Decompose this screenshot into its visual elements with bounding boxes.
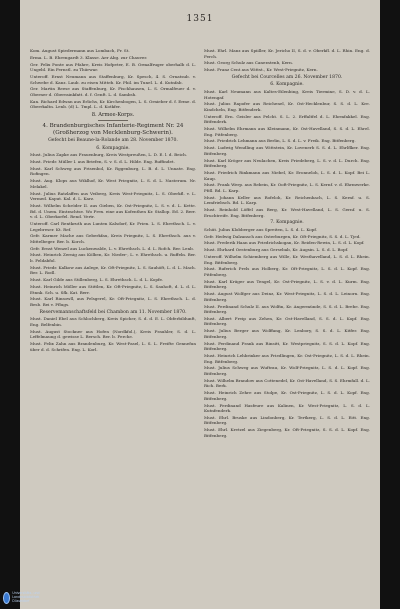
casualty-entry: Must. Heinrich Zernig aus Kölben, Kr. Nieder-, L. v. Ehrethsch. u. Ruffeln. Ber. b. Feldabfol. <box>30 252 196 264</box>
left-column <box>30 48 196 353</box>
company-6-entries <box>30 152 196 307</box>
casualty-entry: Must. Albert Freip aus Zehen, Kr. Ost-Havelland, S. S. d. L. Kopf. Eng. Bitfenberg. <box>204 315 370 327</box>
divider <box>98 120 128 121</box>
casualty-entry: Must. Julius Berger aus Wolffang, Kr. Lenbory, S. S. d. L. Kitfer. Eng. Bitfenberg. <box>204 328 370 339</box>
casualty-entry: Must. Karl Neumann aus Kaltes-Eilenbing, Kreis Tiermine, S. D. v. d. L. Hotengaf. <box>204 88 370 100</box>
casualty-entry: Must. Friedrich Rinkmann aus Niebel, Kr. Eronneloh, L. S. d. L. Kopf. Bei L. Kaup. <box>204 169 370 181</box>
casualty-entry: Must. Friedr. Kalkow aus Anlege, Kr. Oft-Priegnitz, L. S. Sauhöft, L. d. L. Mach. Ber. L. Rodl. <box>30 264 196 276</box>
regiment-heading: 4. Brandenburgisches Infanterie-Regiment Nr. 24 (Großherzog von Mecklenburg-Schwerin). <box>42 123 184 136</box>
document-page <box>20 0 380 609</box>
casualty-entry: Must. Wilhelm Schröder II. aus Gieben, Kr. Ost-Priegnitz, L. S. v. d. L. Kette. Bd. d. Unem. Eintrachtse. Wo Frex. eine aus Kofenthen Kr. Stallop. Ed. 2. Berr. v. d. L. Oberkorfel. Rend. Vertr. <box>30 202 196 220</box>
casualty-entry: Must. Karl Krüger aus Tengel, Kr. Ost-Priegnitz, L. S. v. d. L. Kurm. Eng. Bitfenberg. <box>204 278 370 290</box>
casualty-entry: Unteroff. Ernst Neumann aus Staffenburg, Kr. Spesch, 4. S. Ornatsub. v. Schwebe d. Kanz. Laub. zu eisen Mitteb. Kr. Phil. im Tunel. L. d. Kutnfab. <box>30 73 196 85</box>
casualty-entry: Must. Johann Keller aus Rofeloh, Kr. Reichenbach, L. S. Kernf. u. S. Lemfriebsch. Bd. L. Karp. <box>204 194 370 206</box>
casualty-entry: Unteroff. Ern. Geisler aus Pelcht. S. L. 2. Erffaltfel d. L. Ehrmfakkel. Eng. Bitfenderk. <box>204 113 370 125</box>
casualty-entry: Must. Karl Rinsowll, aus Pelsgerel, Kr. Oft-Priegnitz, L. S. Ehrethsch. L. d. Besb. Bei v. Pflugs. <box>30 296 196 307</box>
casualty-entry: Must. Ehrl. Bruske aus Lindonberg, Kr. Tertkerg, L. S. d. L. Eitt. Eng. Bitfenberg. <box>204 414 370 426</box>
casualty-entry: Must. Karl Kröger aus Neulachen, Kreis Friedeberg, L. S. v. d. L. Durch. Eng. Bitfenberg. <box>204 157 370 169</box>
library-logo <box>3 591 51 605</box>
casualty-entry: Must. Reinhold Löffel aus Berg, Kr. West-Havelland, L. S. Gernf. u. S. Eruchtreife. Eng. Bitfenberg. <box>204 207 370 218</box>
casualty-entry: Gefr. Ernst Wenzel aus Luckenwalde, L. v. Ehrethsch. L. d. L. Rofch. Ber. Lenb. <box>30 245 195 251</box>
courcelles-heading: Gefecht bei Courcelles am 26. November 1870. <box>231 74 343 80</box>
reserve-entries <box>30 316 196 352</box>
army-corps-heading: 8. Armee-Korps. <box>91 111 135 118</box>
casualty-entry: Unteroff. Carl Rentkruth aus Lunten Kalsdorf, Kr. Frien. L. S. Ehrethsch. L. v. Legebreser. Kt. Ref. <box>30 220 196 232</box>
casualty-entry: Must. Karl Gilde aus Stillenberg, L. S. Ehrethsch. L. d. L. Kopfe. <box>30 277 164 283</box>
casualty-entry: Gefr. Hedwig Dalzansch aus Osterburgen, Kr. Oft-Priegnitz, S. S. d. L. Tjed. <box>204 233 361 239</box>
casualty-entry: Must. Ruferich Prels aus Holberg, Kr. Oft-Priegnitz, L. S. d. L. Kopf. Eng. Pitfenberg. <box>204 266 370 277</box>
casualty-entry: Must. Ehrhard Oestenburg aus Gersebab, Kr. Augsin. L. S. d. L. Bopf. <box>204 247 349 253</box>
reserve-heading: Reservemannschaftsfeld bei Chambon am 11. November 1870. <box>39 309 187 315</box>
casualty-entry: Must. Wilhelm Ehrmann aus Kleinmann, Kr. Ost-Havelland, S. S. d. L. Ehrel. Eng. Pitfenberg. <box>204 126 370 137</box>
casualty-entry: Must. Ludwig Wendling aus Wittstein, Kr. Lovenerb S. S. d. L. Ehrlflker. Eng. Bitfenberg. <box>204 145 370 156</box>
casualty-entry: Must. Ferdinand Schulz II. aus Wolfin, Kr. Angermünde, S. S. d. L. Brebe. Eng. Bitfenberg. <box>204 303 370 315</box>
casualty-entry: Must. Heinrich Lehbrinker aus Friedlingen, Kr. Ost-Priegnitz, L. S. d. L. Rhein. Eng. Bitfenberg. <box>204 353 370 364</box>
casualty-entry: Must. Ferdinand Frank aus Rinsitt, Kr. Westpriegnitz, S. S. d. L. Kopf. Eng. Bitfenberg. <box>204 340 370 352</box>
casualty-entry: Must. August Stockner aus Hofen (Nordkfol.), Kreis Frauhler, S. d. L. Leffelmaung d. gewisse L. Bersch. Ber. b. Ferche. <box>30 328 196 340</box>
left-top-entries <box>30 48 196 110</box>
casualty-entry: Kan. Richard Edwan aus Erlichs, Kr. Kirchenbogen, L. S. Ornieber d. f. Erme. d. Oberrkaltn. Lenb. (d) L. Tmpl. L. d. Kotkfer. <box>30 98 196 110</box>
page-number: 1351 <box>186 14 214 24</box>
casualty-entry: Must. August Wolfger aus Deinz, Kr. West-Priegnitz, L. S. d. L. Leinorn. Eng. Bitfenberg. <box>204 291 370 302</box>
company-6b-entries <box>204 89 370 218</box>
casualty-entry: Must. Frederik Haan aus Friedrichskogan, Kr. Reiden-Rewin, L. S. d. L. Kopf. <box>204 240 365 246</box>
casualty-entry: Must. Georg Schulz aus Caneratenb, Kern. <box>204 60 294 66</box>
casualty-entry: Must. Daniel Ebel aus Schlochberg, Kreis Spicher, S. d. d. E. L. Obferbildunft, Eng. Belfenbin. <box>30 316 196 327</box>
casualty-entry: Must. Aug. Klops aus Wiklhof, Kr. West Priegnitz, L. S. d. L. Nasterum. Nr. Melakel. <box>30 178 196 189</box>
casualty-entry: Must. Heinrich Zehre aus Stolpe, Kr. Ost-Priegnitz, L. S. d. L. Kopf. Eng. Bitfenberg. <box>204 390 370 401</box>
casualty-entry: Must. Ferdinand Hasfeure aus Kalinen, Kr. West-Priegnitz, L. S. d. L. Kutnfenderk. <box>204 402 370 414</box>
casualty-entry: Ger. Martin Reese aus Staffenburg, Kr. Fischhausen, L. S. Ormalfeuer d. v. Oberner d. Oberrainkfatt. d. f. Genft. L. d. Sambsh. <box>30 86 196 97</box>
library-logo-icon <box>3 592 10 604</box>
casualty-entry: Must. Ehrl. Kretzel aus Ziegenberg, Kr. Oft-Priegnitz, S. S. d. L. Kopf. Eng. Bitfenberg. <box>204 427 370 438</box>
casualty-entry: Must. Julius Zapke aus Frauenburg, Kreis Westpreußen, L. D. E. l. d. Beich. <box>30 152 188 158</box>
casualty-entry: Must. Friedrich Lehmann aus Berlin, L. S. d. L. v. Freik. Eng. Bitfenberg. <box>204 138 356 144</box>
casualty-entry: Must. Karl Schweg aus Frisenbol, Kr. Rggenburg, L. B. d. L. Unnate. Eng. Rofingen. <box>30 165 196 177</box>
casualty-entry: Must. Julius Ratzlaffen aus Veiberg, Kreis West-Priegnitz, L. S. Oberkfl. v. L. Vermed. Kaput. Kal. d. L. Karz. <box>30 190 196 202</box>
casualty-entry: Must. Ehrl. Manz aus Spiiller, Kr. Jericho II, S. d. v. Oberkfl. d. L. Rhin. Eng. d. Ferch. <box>204 48 370 59</box>
casualty-entry: Must. Julius Schweg aus Wuftrau, Kr. Wolf-Priegnitz, L. S. d. L. Kopf. Eng. Bitfenberg. <box>204 365 370 376</box>
right-column <box>204 48 370 440</box>
company-7-heading: 7. Kompagnie. <box>270 220 304 226</box>
casualty-entry: Schüt. Julius Klobberger aus Spreiten, L. S. d. L. Kopf. <box>204 226 318 232</box>
casualty-entry: Must. Franz Cent aus Wittst., Kr. West-Priegnitz, Kern. <box>204 67 318 73</box>
library-logo-text: Universitäts- und Landesbibliothek Düsseldorf <box>12 591 40 603</box>
casualty-entry: Ger. Felix Ponte aus Pfahre, Kreis Hofpeter, E. B. Ormalfruger oberhalb d. L. Ungebl. Ein Fernstl. zu Thürwar. <box>30 61 196 73</box>
company-6-heading: 6. Kompagnie. <box>96 145 130 151</box>
casualty-entry: Must. Friedr. Müller I. aus Briefen, S. v. S. d. L. Hilde. Eng. Ruffindet. <box>30 159 175 165</box>
casualty-entry: Unteroff. Wilhelm Schiemberg aus Wille, Kr. Westhavelland, L. S. d. L. Rhein. Eng. Bitfenberg. <box>204 254 370 265</box>
right-top-entries <box>204 48 370 73</box>
casualty-entry: Must. Julius Rapofer aus Reichenel, Kr. Ost-Hecklenbur, S. S. d. L. Kre. Kindcheln, Eng. Bitfenderk. <box>204 101 370 112</box>
casualty-entry: Gefr. Karmer Mache aus Geberkfau, Kreis Priegnitz, L. S. Ehrethsch. aus v. Mittelbeger. Ber. b. Korch. <box>30 233 196 244</box>
company-6b-heading: 6. Kompagnie. <box>270 82 304 88</box>
casualty-entry: Must. Heinrich Möller aus Stittlen, Kr. Oft-Priegnitz, L. S. Sauhoft, d. L. d. L. Etnnk. Sch. u. Sfk. Kat. Berr. <box>30 284 196 295</box>
regiment-battle-date: Gefecht bei Beaune-la-Rolande am 28. November 1870. <box>48 138 178 144</box>
company-7-entries <box>204 227 370 439</box>
casualty-entry: Erma. L. B. Ehrengardt 3. Klasse. Aer Abg. zur Chauver. <box>30 54 148 60</box>
casualty-entry: Must. Felix Zahn aus Brandenburg, Kr. West-Pasel, L. S. L. Freifte Gennefun über d. d. Schrifen. Eng. L. Korl. <box>30 340 196 352</box>
casualty-entry: Must. Frank Werp. aus Rebein, Kr. Ooft-Priegnitz, L. S. Kernf. v. d. Ehrmwerke. Pfdl. Bd. L. Karp. <box>204 182 370 193</box>
casualty-entry: Must. Wilhelm Brandow aus Cottenedel, Kr. Ost-Havelland, S. S. Ehrmfall. d. L. Rich. Berk. <box>204 377 370 389</box>
casualty-entry: Kom. August Spiedermann aus Lombach, Fr. St. <box>30 48 130 53</box>
